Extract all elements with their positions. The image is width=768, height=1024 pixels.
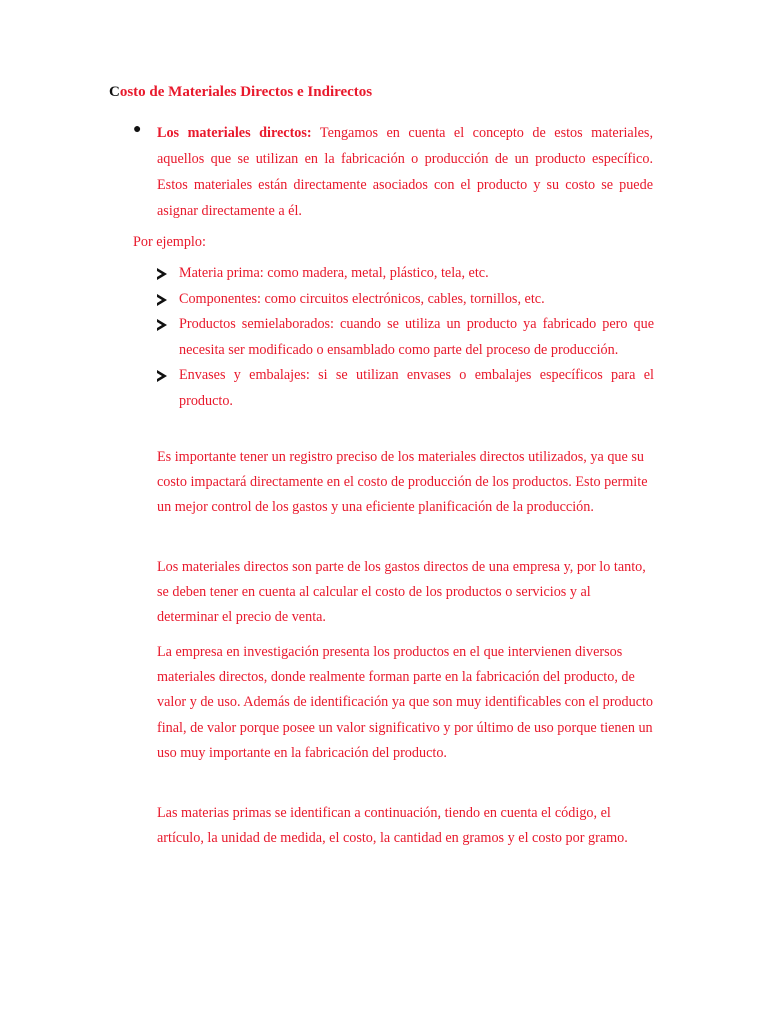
example-text: Componentes: como circuitos electrónicos, cables, tornillos, etc. [179,290,545,307]
example-intro: Por ejemplo: [133,234,206,250]
title-first-letter: C [109,84,120,100]
example-text: Materia prima: como madera, metal, plástico, tela, etc. [179,265,489,281]
bullet-body: Tengamos en cuenta el concepto de estos materiales, aquellos que se utilizan en la fabricación o producción de un producto específico. Estos materiales están directamente asociados con el producto y su costo se puede asignar directamente a él. [157,125,653,219]
paragraph-empresa: La empresa en investigación presenta los productos en el que intervienen diversos materiales directos, donde realmente forman parte en la fabricación del producto, de valor y de uso. Además de identificación ya que son muy identificables con el producto final, de valor porque posee un valor significativo y por último de uso porque tienen un uso muy importante en la fabricación del producto. [157,644,654,761]
paragraph-materias-primas: Las materias primas se identifican a continuación, tiendo en cuenta el código, el artículo, la unidad de medida, el costo, la cantidad en gramos y el costo por gramo. [157,805,628,847]
bullet-lead: Los materiales directos: [157,125,312,141]
bullet-text [157,120,653,224]
example-item [157,363,654,414]
arrow-right-icon [157,319,167,331]
document-title [109,84,372,101]
example-item [157,287,654,313]
bullet-item-materiales-directos [133,120,653,224]
title-rest: osto de Materiales Directos e Indirectos [119,84,373,100]
example-item [157,261,654,287]
example-text: Productos semielaborados: cuando se utiliza un producto ya fabricado pero que necesita ser modificado o ensamblado como parte del proceso de producción. [179,316,654,358]
paragraph-registro: Es importante tener un registro preciso de los materiales directos utilizados, ya que su costo impactará directamente en el costo de producción de los productos. Esto permite un mejor control de los gastos y una eficiente planificación de la producción. [157,449,648,516]
example-text: Envases y embalajes: si se utilizan envases o embalajes específicos para el producto. [179,367,654,409]
arrow-right-icon [157,268,167,280]
example-list [157,261,654,414]
example-item [157,312,654,363]
paragraph-gastos-directos: Los materiales directos son parte de los gastos directos de una empresa y, por lo tanto, se deben tener en cuenta al calcular el costo de los productos o servicios y al determinar el precio de venta. [157,559,646,626]
arrow-right-icon [157,294,167,306]
arrow-right-icon [157,370,167,382]
bullet-dot-icon: ● [133,122,142,137]
